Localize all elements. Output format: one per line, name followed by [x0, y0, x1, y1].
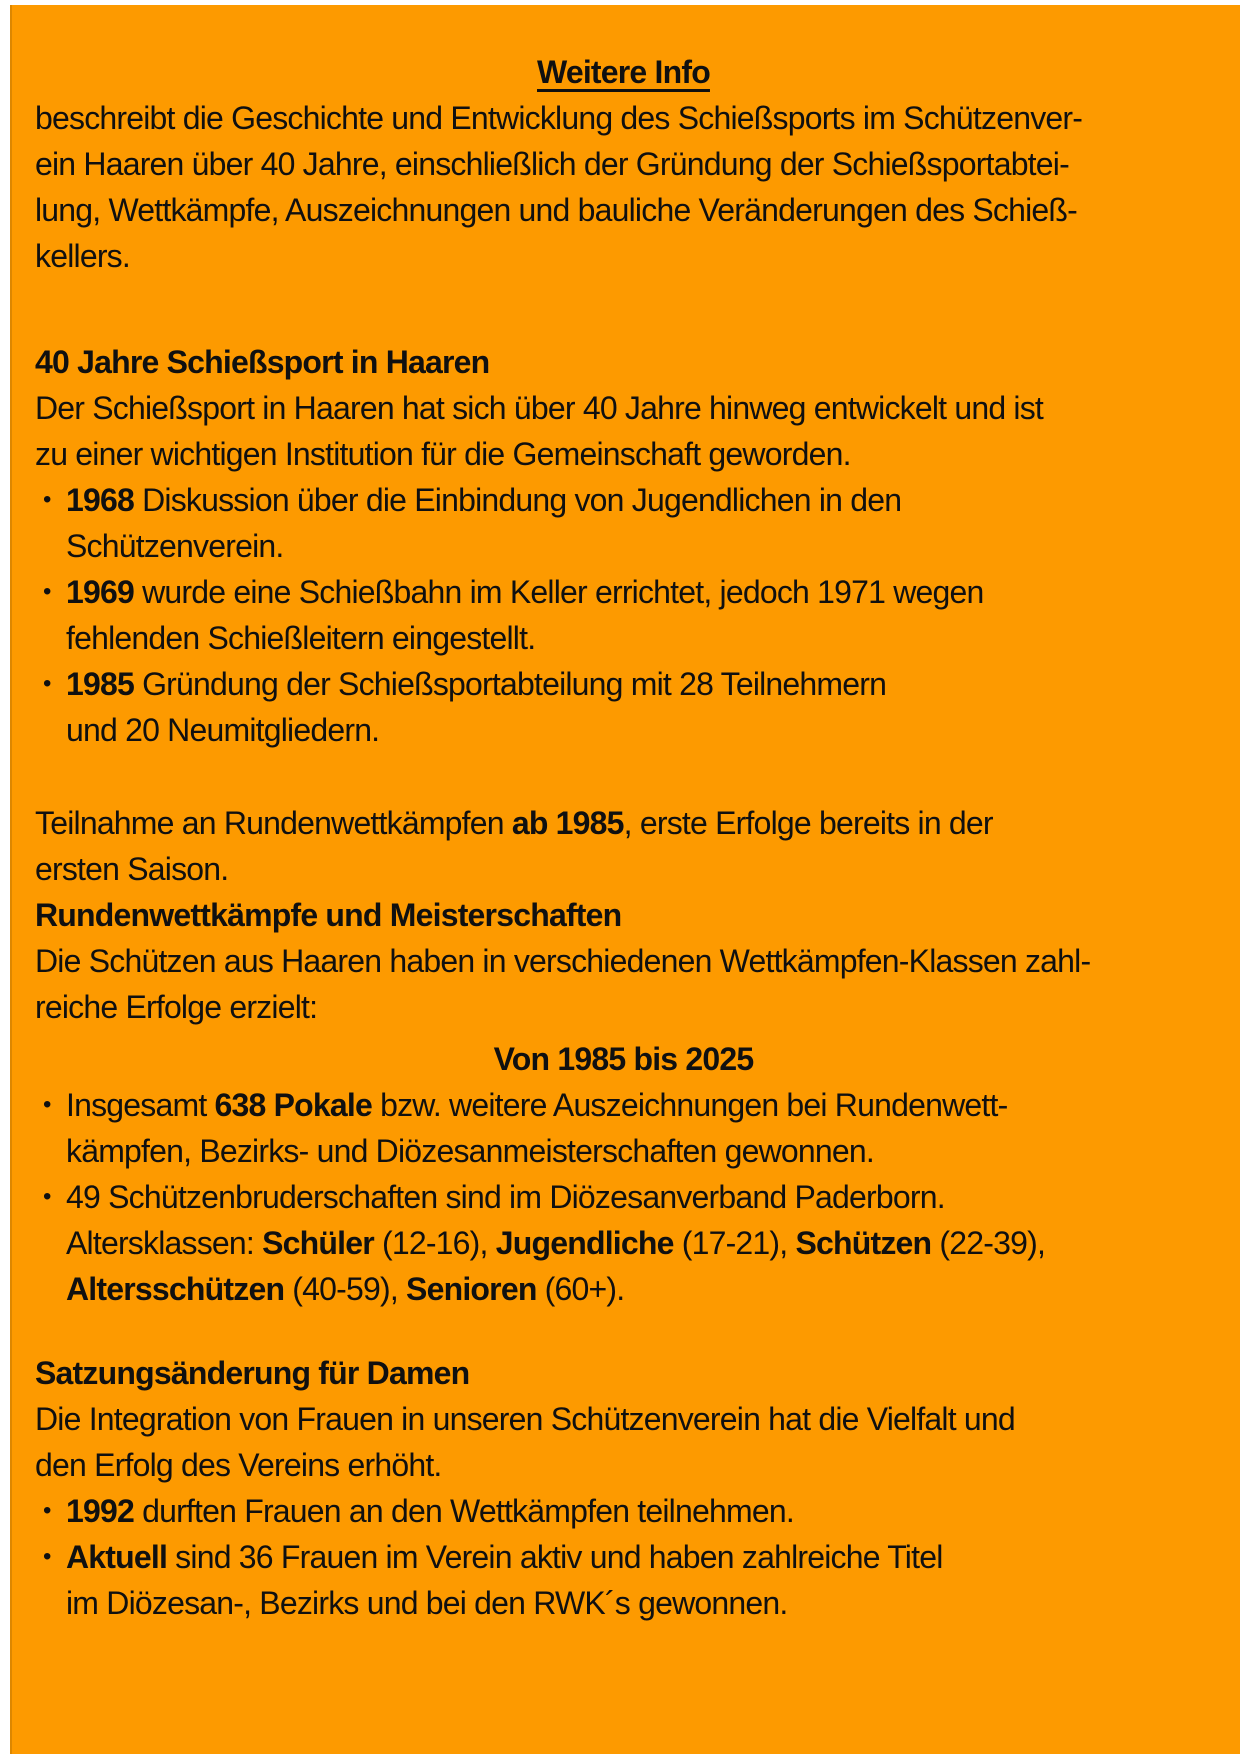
- text-line: kämpfen, Bezirks- und Diözesanmeisterschaften gewonnen.: [66, 1133, 875, 1169]
- bullet-text: durften Frauen an den Wettkämpfen teilnehmen.: [134, 1493, 794, 1529]
- text-line: Schützenverein.: [66, 528, 284, 564]
- text-line: [35, 800, 1212, 846]
- heading-rundenwettkaempfe: Rundenwettkämpfe und Meisterschaften: [35, 897, 622, 933]
- text-line: [66, 1266, 1212, 1312]
- bullet-item-pokale: [35, 1082, 1212, 1174]
- heading-40-jahre-schiesssport: 40 Jahre Schießsport in Haaren: [35, 344, 490, 380]
- senioren-bold: Senioren: [406, 1271, 537, 1307]
- bullet-icon: •: [43, 1543, 51, 1570]
- bullet-icon: •: [43, 486, 51, 513]
- bullet-icon: •: [43, 1497, 51, 1524]
- pokale-bold: 638 Pokale: [214, 1087, 372, 1123]
- text-segment: bzw. weitere Auszeichnungen bei Rundenwett-: [372, 1087, 1008, 1123]
- bullet-item-1992: [35, 1488, 1212, 1534]
- bullet-item-1985: [35, 661, 1212, 753]
- text-segment: Altersklassen:: [66, 1225, 263, 1261]
- year-bold: 1968: [66, 482, 134, 518]
- text-line: [66, 661, 1212, 707]
- bullet-text: wurde eine Schießbahn im Keller errichtet, jedoch 1971 wegen: [134, 574, 984, 610]
- schuetzen-bold: Schützen: [795, 1225, 932, 1261]
- ab-1985-bold: ab 1985: [511, 805, 624, 841]
- damen-paragraph: [35, 1396, 1212, 1488]
- text-line: Die Schützen aus Haaren haben in verschiedenen Wettkämpfen-Klassen zahl-: [35, 943, 1091, 979]
- competitions-paragraph: [35, 938, 1212, 1030]
- bullet-item-1968: [35, 477, 1212, 569]
- text-line: [66, 1488, 1212, 1534]
- text-segment: , erste Erfolge bereits in der: [623, 805, 993, 841]
- page-title: Weitere Info: [537, 54, 710, 90]
- year-bold: 1969: [66, 574, 134, 610]
- jugendliche-bold: Jugendliche: [495, 1225, 674, 1261]
- text-line: lung, Wettkämpfe, Auszeichnungen und bauliche Veränderungen des Schieß-: [35, 192, 1078, 228]
- history-paragraph: [35, 385, 1212, 477]
- text-line: beschreibt die Geschichte und Entwicklung des Schießsports im Schützenver-: [35, 100, 1083, 136]
- competition-bullet-list: [35, 1082, 1212, 1312]
- bullet-text: Gründung der Schießsportabteilung mit 28 Teilnehmern: [134, 666, 887, 702]
- participation-paragraph: [35, 800, 1212, 892]
- text-line: und 20 Neumitgliedern.: [66, 712, 380, 748]
- text-line: [66, 1082, 1212, 1128]
- bullet-item-1969: [35, 569, 1212, 661]
- bullet-icon: •: [43, 1183, 51, 1210]
- text-line: 49 Schützenbruderschaften sind im Diözesanverband Paderborn.: [66, 1179, 945, 1215]
- altersschuetzen-bold: Altersschützen: [66, 1271, 285, 1307]
- text-line: [66, 569, 1212, 615]
- bullet-icon: •: [43, 578, 51, 605]
- year-bold: 1985: [66, 666, 134, 702]
- bullet-text: sind 36 Frauen im Verein aktiv und haben zahlreiche Titel: [167, 1539, 943, 1575]
- flyer-sheet: [10, 5, 1240, 1754]
- text-line: fehlenden Schießleitern eingestellt.: [66, 620, 536, 656]
- bullet-item-bruderschaften: [35, 1174, 1212, 1312]
- text-line: kellers.: [35, 238, 130, 274]
- text-segment: (12-16),: [373, 1225, 496, 1261]
- schueler-bold: Schüler: [262, 1225, 374, 1261]
- year-bold: 1992: [66, 1493, 134, 1529]
- bullet-icon: •: [43, 1091, 51, 1118]
- text-line: zu einer wichtigen Institution für die Gemeinschaft geworden.: [35, 436, 851, 472]
- text-segment: Teilnahme an Rundenwettkämpfen: [35, 805, 512, 841]
- text-line: ersten Saison.: [35, 851, 229, 887]
- text-line: [66, 477, 1212, 523]
- text-line: ein Haaren über 40 Jahre, einschließlich der Gründung der Schießsportabtei-: [35, 146, 1069, 182]
- text-segment: (60+).: [536, 1271, 625, 1307]
- aktuell-bold: Aktuell: [66, 1539, 168, 1575]
- text-line: im Diözesan-, Bezirks und bei den RWK´s gewonnen.: [66, 1585, 788, 1621]
- text-line: Die Integration von Frauen in unseren Schützenverein hat die Vielfalt und: [35, 1401, 1015, 1437]
- text-segment: (17-21),: [673, 1225, 796, 1261]
- text-line: reiche Erfolge erzielt:: [35, 989, 318, 1025]
- text-line: [66, 1220, 1212, 1266]
- text-line: [66, 1534, 1212, 1580]
- text-segment: (22-39),: [931, 1225, 1046, 1261]
- heading-satzungsaenderung: Satzungsänderung für Damen: [35, 1355, 470, 1391]
- subheading-von-1985-bis-2025: Von 1985 bis 2025: [493, 1041, 754, 1077]
- text-segment: (40-59),: [284, 1271, 407, 1307]
- bullet-item-aktuell: [35, 1534, 1212, 1626]
- text-line: Der Schießsport in Haaren hat sich über 40 Jahre hinweg entwickelt und ist: [35, 390, 1044, 426]
- text-line: den Erfolg des Vereins erhöht.: [35, 1447, 442, 1483]
- intro-paragraph: [35, 95, 1212, 279]
- text-segment: Insgesamt: [66, 1087, 215, 1123]
- bullet-icon: •: [43, 670, 51, 697]
- damen-bullet-list: [35, 1488, 1212, 1626]
- history-bullet-list: [35, 477, 1212, 753]
- bullet-text: Diskussion über die Einbindung von Jugendlichen in den: [134, 482, 902, 518]
